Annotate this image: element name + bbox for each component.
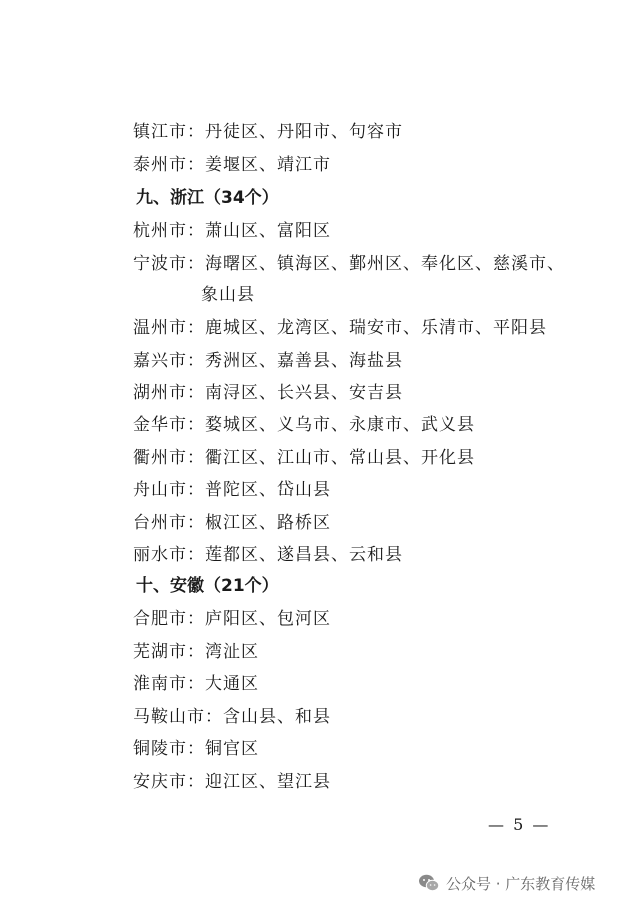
watermark-text: 公众号 · 广东教育传媒: [446, 874, 596, 893]
list-item: 镇江市：丹徒区、丹阳市、句容市: [133, 122, 403, 142]
list-item: 台州市：椒江区、路桥区: [133, 513, 331, 533]
list-item: 温州市：鹿城区、龙湾区、瑞安市、乐清市、平阳县: [133, 318, 547, 338]
list-item: 芜湖市：湾沚区: [133, 642, 259, 662]
list-item: 金华市：婺城区、义乌市、永康市、武义县: [133, 415, 475, 435]
list-item: 杭州市：萧山区、富阳区: [133, 221, 331, 241]
section-heading-zhejiang: 九、浙江（34个）: [136, 188, 279, 208]
list-item: 嘉兴市：秀洲区、嘉善县、海盐县: [133, 351, 403, 371]
watermark: [418, 870, 595, 896]
page-number: — 5 —: [488, 815, 551, 834]
list-item: 淮南市：大通区: [133, 674, 259, 694]
list-item: 铜陵市：铜官区: [133, 739, 259, 759]
list-item: 合肥市：庐阳区、包河区: [133, 609, 331, 629]
list-item: 泰州市：姜堰区、靖江市: [133, 155, 331, 175]
wechat-icon: [418, 873, 440, 893]
list-item: 宁波市：海曙区、镇海区、鄞州区、奉化区、慈溪市、: [133, 254, 565, 274]
list-item: 湖州市：南浔区、长兴县、安吉县: [133, 383, 403, 403]
list-item: 丽水市：莲都区、遂昌县、云和县: [133, 545, 403, 565]
list-item: 马鞍山市：含山县、和县: [133, 707, 331, 727]
list-item: 舟山市：普陀区、岱山县: [133, 480, 331, 500]
list-item: 衢州市：衢江区、江山市、常山县、开化县: [133, 448, 475, 468]
list-item: 安庆市：迎江区、望江县: [133, 772, 331, 792]
list-item-continuation: 象山县: [201, 285, 255, 305]
section-heading-anhui: 十、安徽（21个）: [136, 576, 279, 596]
